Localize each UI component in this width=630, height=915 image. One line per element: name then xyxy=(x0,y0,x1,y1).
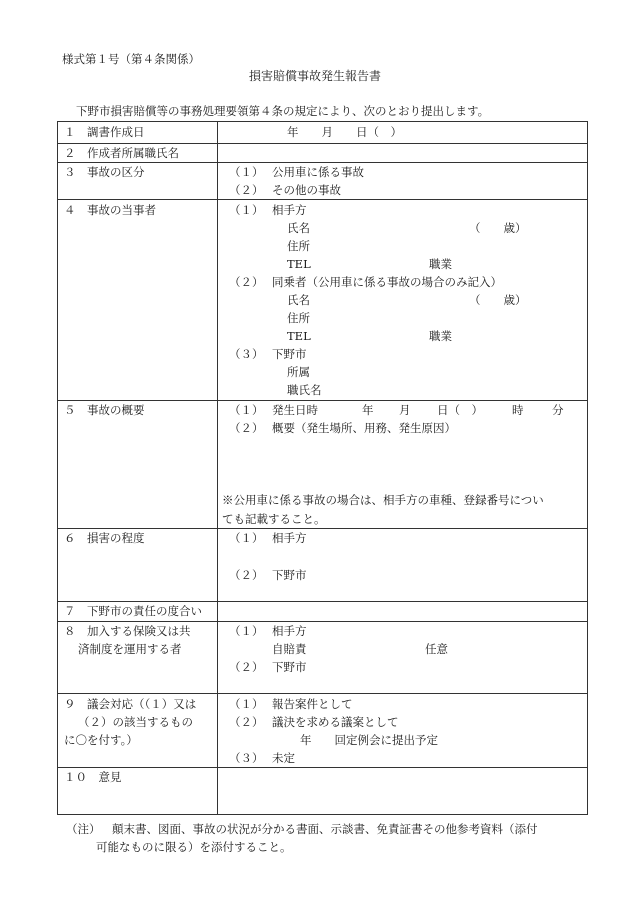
option-number: （２） xyxy=(229,421,264,435)
row9-label-cont2: に〇を付す。） xyxy=(64,733,138,747)
party-passenger-label: 同乗者（公用車に係る事故の場合のみ記入） xyxy=(272,275,502,289)
row8-label-cont: 済制度を運用する者 xyxy=(78,642,182,656)
regular-session-field[interactable]: 年 回定例会に提出予定 xyxy=(300,733,438,747)
option-number: （２） xyxy=(229,715,264,729)
row10-label: １０ 意見 xyxy=(64,770,122,784)
option-number: （１） xyxy=(229,165,264,179)
row-divider xyxy=(57,601,588,602)
option-number: （１） xyxy=(229,203,264,217)
row9-label: ９ 議会対応（（１）又は xyxy=(64,697,197,711)
row6-label: ６ 損害の程度 xyxy=(64,531,145,545)
age-field[interactable]: （ 歳） xyxy=(469,221,527,235)
option-number: （２） xyxy=(229,660,264,674)
voluntary-insurance-option[interactable]: 任意 xyxy=(425,642,448,656)
option-number: （２） xyxy=(229,568,264,582)
name-field[interactable]: 氏名 xyxy=(287,221,310,235)
row9-label-cont: （２）の該当するもの xyxy=(78,715,193,729)
month-unit: 月 xyxy=(399,403,411,417)
occurrence-datetime-label: 発生日時 xyxy=(272,403,318,417)
official-car-note: ※公用車に係る事故の場合は、相手方の車種、登録番号につい xyxy=(222,493,544,507)
insurance-city-label: 下野市 xyxy=(272,660,307,674)
age-field[interactable]: （ 歳） xyxy=(469,293,527,307)
occupation-field[interactable]: 職業 xyxy=(429,257,452,271)
accident-type-official-car[interactable]: 公用車に係る事故 xyxy=(272,165,364,179)
option-number: （３） xyxy=(229,751,264,765)
row-divider xyxy=(57,162,588,163)
address-field[interactable]: 住所 xyxy=(287,239,310,253)
row5-label: ５ 事故の概要 xyxy=(64,403,145,417)
address-field[interactable]: 住所 xyxy=(287,311,310,325)
option-number: （１） xyxy=(229,624,264,638)
accident-summary-label: 概要（発生場所、用務、発生原因） xyxy=(272,421,456,435)
year-unit: 年 xyxy=(362,403,374,417)
row3-label: ３ 事故の区分 xyxy=(64,165,145,179)
party-counterpart-label: 相手方 xyxy=(272,203,307,217)
accident-type-other[interactable]: その他の事故 xyxy=(272,183,341,197)
row8-label: ８ 加入する保険又は共 xyxy=(64,624,191,638)
table-column-divider xyxy=(217,121,218,815)
creation-date-field[interactable]: 年 月 日（ ） xyxy=(287,125,402,139)
council-bill-option[interactable]: 議決を求める議案として xyxy=(272,715,399,729)
option-number: （３） xyxy=(229,347,264,361)
note-text-cont: 可能なものに限る）を添付すること。 xyxy=(96,840,292,854)
row-divider xyxy=(57,400,588,401)
council-report-option[interactable]: 報告案件として xyxy=(272,697,353,711)
row2-label: ２ 作成者所属職氏名 xyxy=(64,146,179,160)
party-city-label: 下野市 xyxy=(272,347,307,361)
row-divider xyxy=(57,621,588,622)
council-undecided-option[interactable]: 未定 xyxy=(272,751,295,765)
row-divider xyxy=(57,143,588,144)
staff-name-field[interactable]: 職氏名 xyxy=(287,383,322,397)
row-divider xyxy=(57,693,588,694)
note-text: 顛末書、図面、事故の状況が分かる書面、示談書、免責証書その他参考資料（添付 xyxy=(112,822,538,836)
option-number: （１） xyxy=(229,403,264,417)
official-car-note-cont: ても記載すること。 xyxy=(222,512,326,526)
row7-label: ７ 下野市の責任の度合い xyxy=(64,604,202,618)
row4-label: ４ 事故の当事者 xyxy=(64,203,156,217)
row-divider xyxy=(57,528,588,529)
damage-counterpart-label: 相手方 xyxy=(272,531,307,545)
tel-field[interactable]: TEL xyxy=(287,257,311,271)
option-number: （１） xyxy=(229,697,264,711)
intro-text: 下野市損害賠償等の事務処理要領第４条の規定により、次のとおり提出します。 xyxy=(76,104,490,118)
row-divider xyxy=(57,199,588,200)
option-number: （１） xyxy=(229,531,264,545)
option-number: （２） xyxy=(229,275,264,289)
damage-city-label: 下野市 xyxy=(272,568,307,582)
day-unit: 日（ ） xyxy=(437,403,483,417)
minute-unit: 分 xyxy=(552,403,564,417)
note-label: （注） xyxy=(66,822,101,836)
option-number: （２） xyxy=(229,183,264,197)
department-field[interactable]: 所属 xyxy=(287,365,310,379)
name-field[interactable]: 氏名 xyxy=(287,293,310,307)
row1-label: １ 調書作成日 xyxy=(64,125,145,139)
row-divider xyxy=(57,767,588,768)
occupation-field[interactable]: 職業 xyxy=(429,329,452,343)
compulsory-insurance-option[interactable]: 自賠責 xyxy=(272,642,307,656)
tel-field[interactable]: TEL xyxy=(287,329,311,343)
document-title: 損害賠償事故発生報告書 xyxy=(248,69,381,83)
insurance-counterpart-label: 相手方 xyxy=(272,624,307,638)
form-number-label: 様式第１号（第４条関係） xyxy=(62,52,200,66)
hour-unit: 時 xyxy=(512,403,524,417)
